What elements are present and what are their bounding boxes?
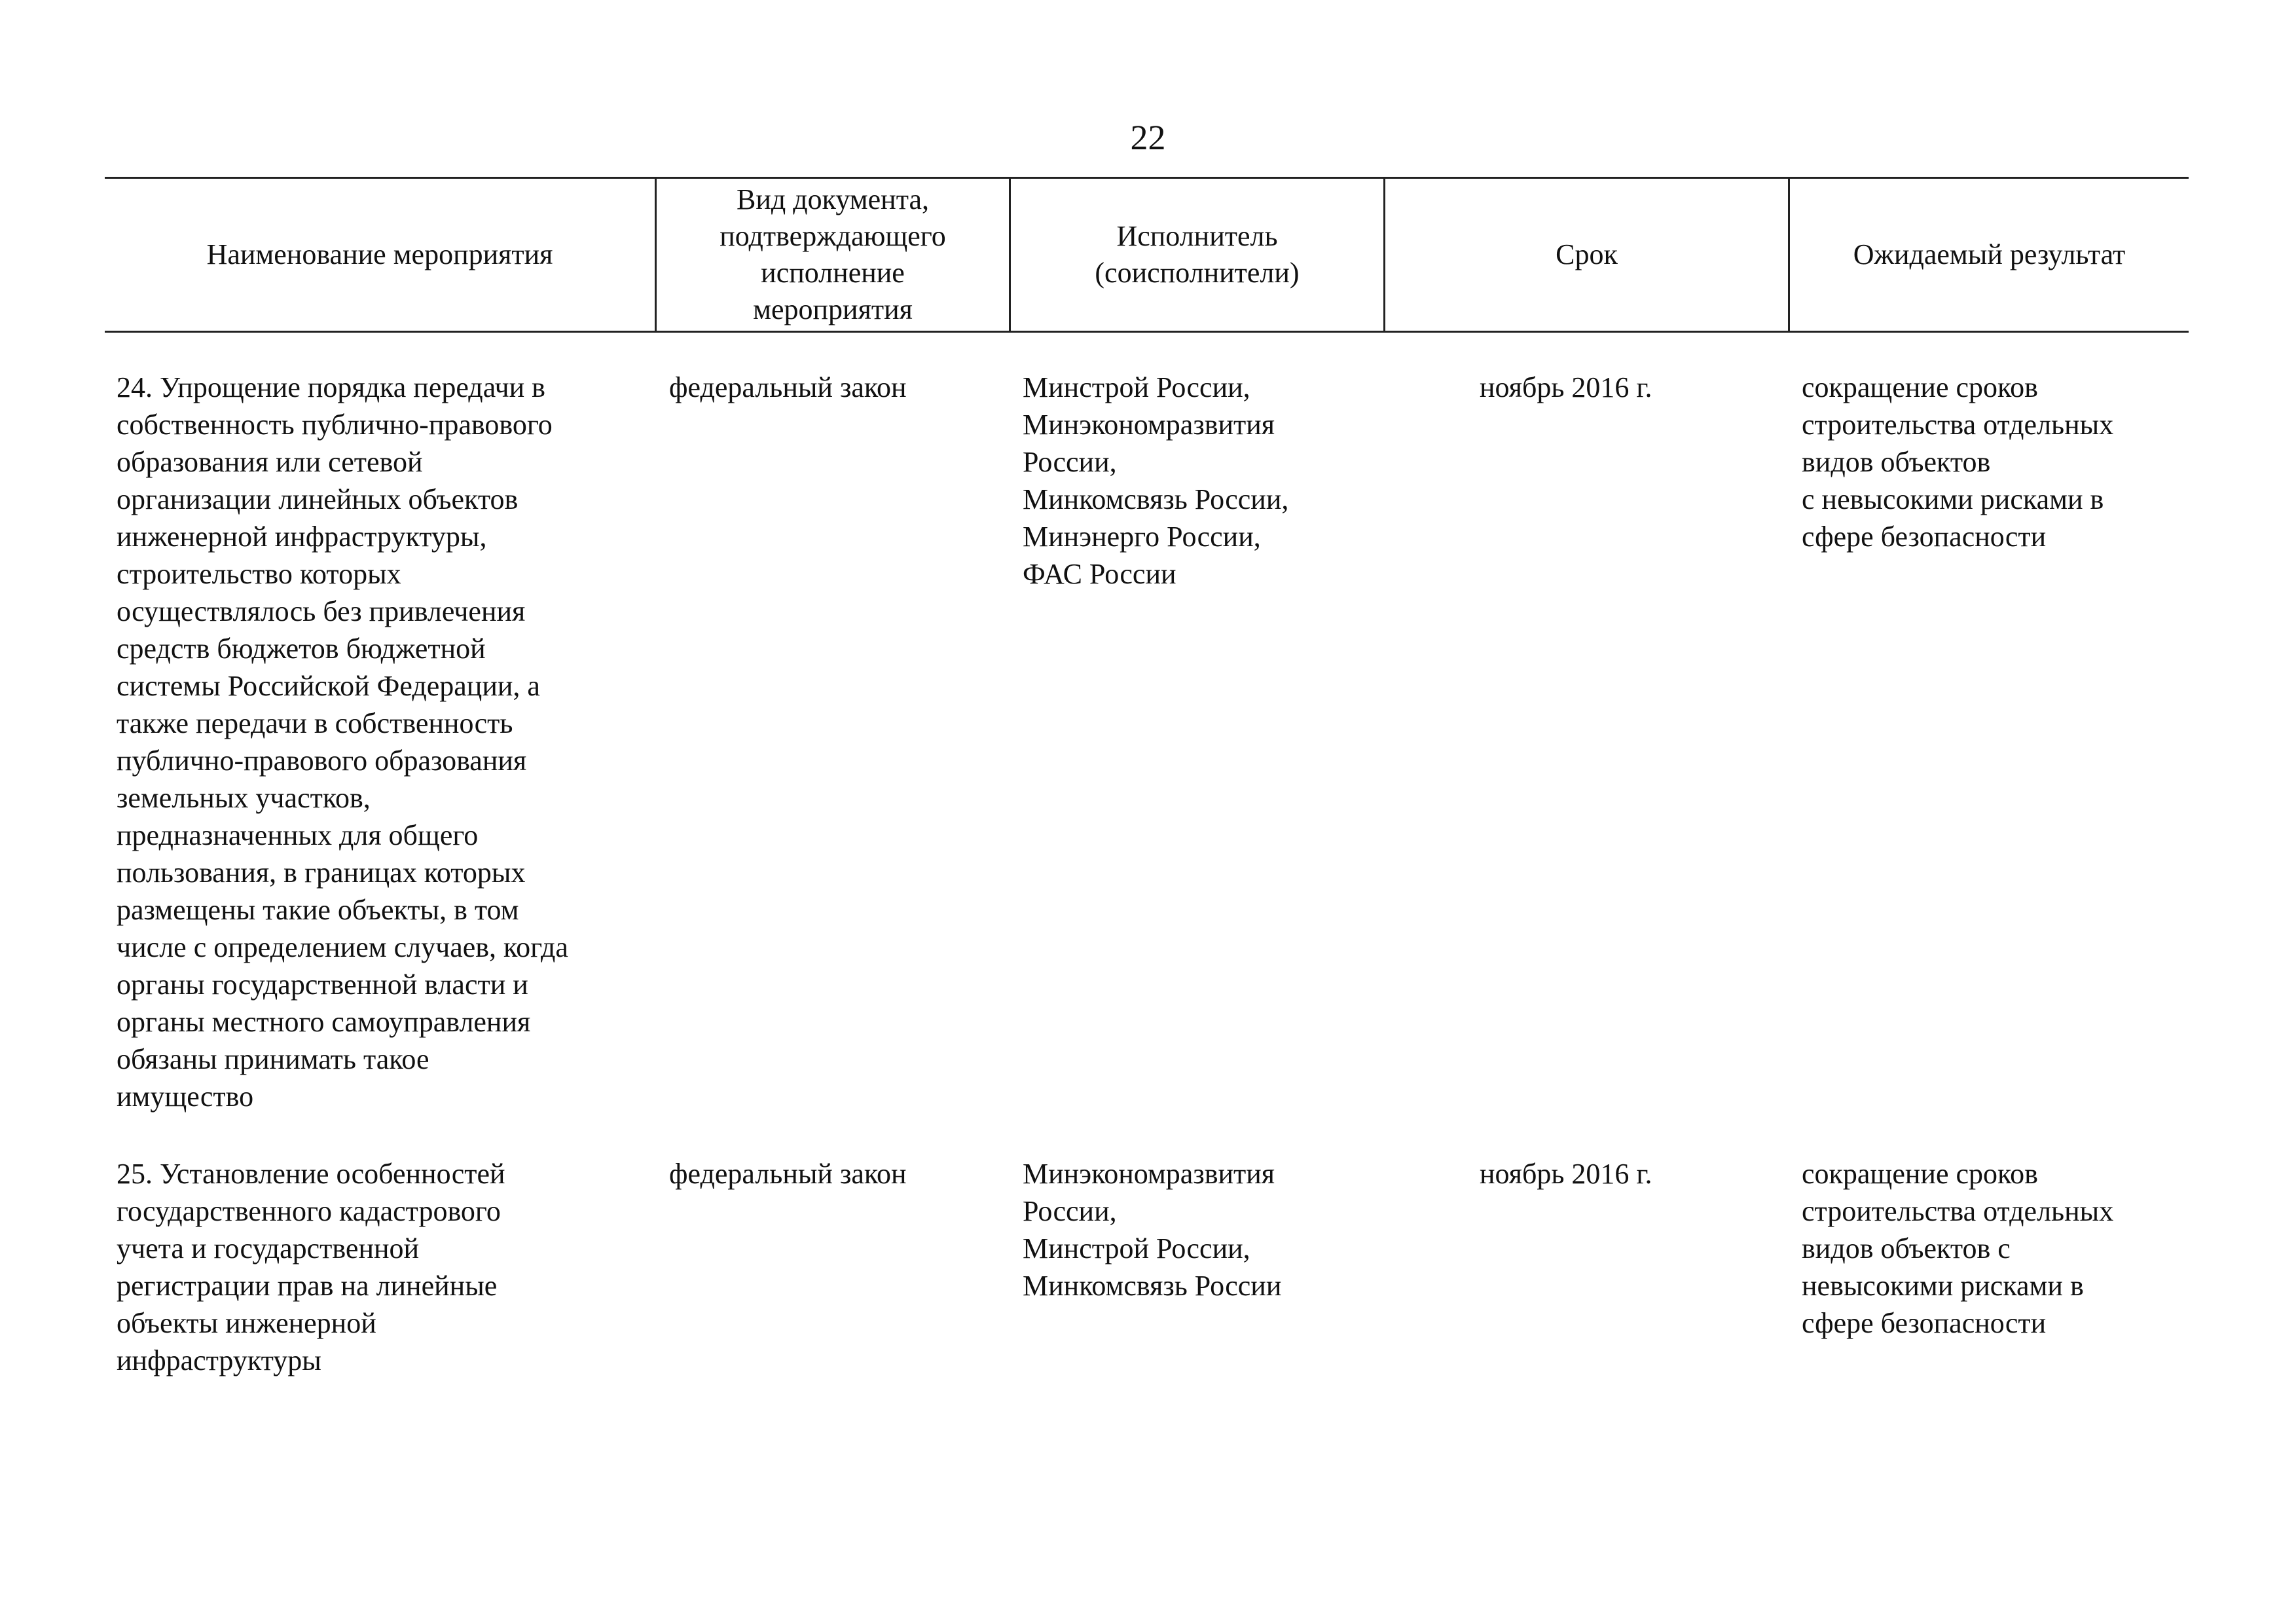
header-name: Наименование мероприятия: [206, 238, 553, 270]
header-deadline: Срок: [1556, 238, 1618, 270]
header-doc-type: Вид документа, подтверждающего исполнение мероприятия: [720, 183, 946, 325]
cell-executor: Минстрой России, Минэкономразвития России, Минкомсвязь России, Минэнерго России, ФАС России: [1023, 371, 1289, 590]
cell-executor: Минэкономразвития России, Минстрой России, Минкомсвязь России: [1023, 1158, 1282, 1302]
cell-deadline: ноябрь 2016 г.: [1480, 1158, 1652, 1190]
cell-doc-type: федеральный закон: [669, 371, 907, 403]
header-result: Ожидаемый результат: [1853, 238, 2126, 270]
cell-name: 24. Упрощение порядка передачи в собственность публично-правового образования или сетевой организации линейных объектов инженерной инфраструктуры, строительство которых осуществлялось без привлечения средств бюджетов бюджетной системы Российской Федерации, а также передачи в собственность публично-правового образования земельных участков, предназначенных для общего пользования, в границах которых размещены такие объекты, в том числе с определением случаев, когда органы государственной власти и органы местного самоуправления обязаны принимать такое имущество: [117, 371, 568, 1113]
cell-doc-type: федеральный закон: [669, 1158, 907, 1190]
table-header: [105, 177, 2189, 333]
cell-result: сокращение сроков строительства отдельных видов объектов с невысокими рисками в сфере безопасности: [1802, 1158, 2114, 1339]
cell-deadline: ноябрь 2016 г.: [1480, 371, 1652, 403]
page-number: 22: [1130, 118, 1166, 157]
cell-result: сокращение сроков строительства отдельных видов объектов с невысокими рисками в сфере безопасности: [1802, 371, 2114, 553]
measures-table: [105, 177, 2189, 1376]
cell-name: 25. Установление особенностей государственного кадастрового учета и государственной регистрации прав на линейные объекты инженерной инфраструктуры: [117, 1158, 505, 1376]
header-executor: Исполнитель (соисполнители): [1095, 220, 1300, 289]
